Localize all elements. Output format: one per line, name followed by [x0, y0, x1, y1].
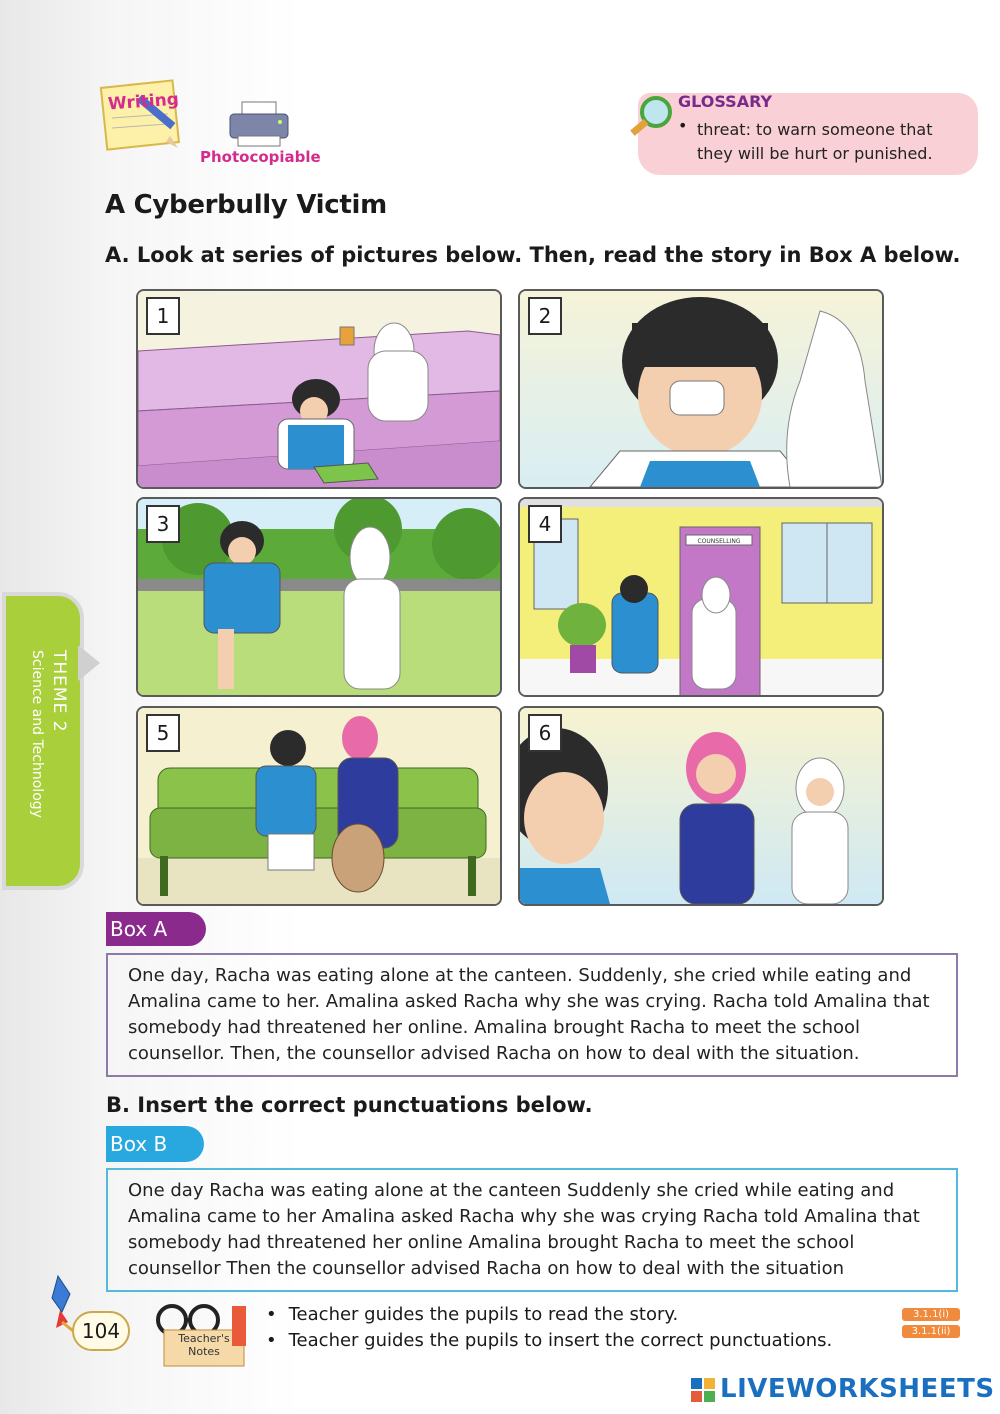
box-a-label: Box A: [106, 912, 206, 946]
canteen-scene-illustration: [138, 291, 500, 487]
panel-number: 4: [528, 505, 562, 543]
theme-label: THEME 2: [49, 650, 69, 733]
box-b-label: Box B: [106, 1126, 204, 1162]
teachers-notes-label: Teacher's Notes: [178, 1332, 230, 1358]
liveworksheets-logo-icon: [690, 1377, 716, 1403]
box-a: [106, 953, 958, 1077]
section-a-instruction: A. Look at series of pictures below. Then, read the story in Box A below.: [105, 243, 961, 267]
theme-tab-arrow: [78, 645, 100, 681]
curriculum-code: 3.1.1(i): [902, 1308, 960, 1321]
teacher-note: • Teacher guides the pupils to read the story.: [266, 1302, 832, 1328]
box-b-exercise-text[interactable]: One day Racha was eating alone at the canteen Suddenly she cried while eating and Amalina came to her Amalina asked Racha why she was crying Racha told Amalina that somebody had threatened her online Amalina brought Racha to meet the school counsellor Then the counsellor advised Racha on how to deal with the situation: [128, 1180, 920, 1279]
teacher-notes-list: [266, 1302, 832, 1354]
glossary-bullet: •: [678, 116, 688, 135]
counsellor-sofa-illustration: [138, 708, 500, 904]
picture-panel-4: [518, 497, 884, 697]
theme-tab-text: [10, 650, 70, 850]
picture-panel-1: [136, 289, 502, 489]
picture-panel-6: [518, 706, 884, 906]
liveworksheets-brand[interactable]: LIVEWORKSHEETS: [720, 1374, 995, 1404]
door-sign: COUNSELLING: [697, 538, 741, 545]
magnifier-icon: [626, 94, 676, 144]
glossary-title: GLOSSARY: [678, 92, 773, 111]
box-b[interactable]: [106, 1168, 958, 1292]
teacher-note: • Teacher guides the pupils to insert the correct punctuations.: [266, 1328, 832, 1354]
printer-icon: [226, 100, 292, 150]
panel-number: 1: [146, 297, 180, 335]
photocopiable-label: Photocopiable: [200, 148, 321, 166]
curriculum-code: 3.1.1(ii): [902, 1325, 960, 1338]
panel-number: 3: [146, 505, 180, 543]
box-a-story-text: One day, Racha was eating alone at the canteen. Suddenly, she cried while eating and Amalina came to her. Amalina asked Racha why she was crying. Racha told Amalina that somebody had threatened her online. Amalina brought Racha to meet the school counsellor. Then, the counsellor advised Racha on how to deal with the situation.: [128, 965, 930, 1064]
glossary-entry: threat: to warn someone that they will be hurt or punished.: [697, 120, 933, 163]
page-number: 104: [72, 1311, 130, 1351]
picture-panel-5: [136, 706, 502, 906]
writing-label: Writing: [107, 89, 180, 115]
happy-ending-illustration: [520, 708, 882, 904]
theme-subject: Science and Technology: [29, 650, 45, 818]
picture-panel-3: [136, 497, 502, 697]
counselling-door-illustration: [520, 499, 882, 695]
section-b-instruction: B. Insert the correct punctuations below.: [106, 1093, 593, 1117]
page-title: A Cyberbully Victim: [105, 190, 387, 220]
panel-number: 2: [528, 297, 562, 335]
panel-number: 6: [528, 714, 562, 752]
garden-scene-illustration: [138, 499, 500, 695]
crying-girl-illustration: [520, 291, 882, 487]
picture-panel-2: [518, 289, 884, 489]
panel-number: 5: [146, 714, 180, 752]
